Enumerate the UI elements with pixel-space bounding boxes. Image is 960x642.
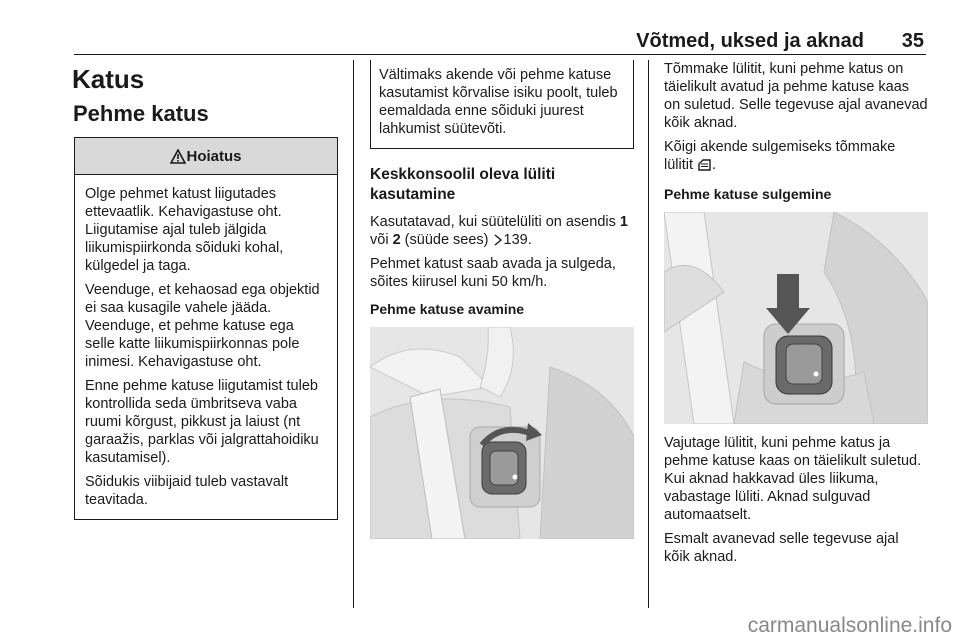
paragraph: Vajutage lülitit, kuni pehme katus ja pehme katuse kaas on täielikult suletud. Kui aknad hakkavad üles liikuma, vabastage lüliti. Aknad sulguvad automaatselt. [664,435,922,523]
paragraph: Tõmmake lülitit, kuni pehme katus on täielikult avatud ja pehme katuse kaas on suletud. Selle tegevuse ajal avanevad kõik aknad. [664,61,928,131]
section-title: Võtmed, uksed ja aknad [636,30,864,52]
warning-paragraph: Veenduge, et kehaosad ega objektid ei saa kusagile vahele jääda. Veenduge, et pehme katuse ega selle katte liikumispiirkonnas pole inimesi. Kehavigastuse oht. [85,282,320,370]
column-divider [353,60,354,608]
column-divider [648,60,649,608]
page-number: 35 [901,30,924,52]
text-run: või [370,232,393,248]
warning-triangle-icon [170,149,186,164]
text-run: Kõigi akende sulgemiseks tõmmake lülitit [664,139,896,173]
warning-label: Hoiatus [186,147,242,165]
paragraph [664,138,928,174]
column-3 [664,60,928,572]
warning-header [75,137,337,175]
page-reference-icon [493,233,504,247]
window-switch-icon [697,158,712,172]
warning-paragraph: Olge pehmet katust liigutades ettevaatlik. Kehavigastuse oht. Liigutamise ajal tuleb jälgida liikumispiirkonda sõiduki kohal, külgedel ja taga. [85,186,284,274]
column-1 [74,60,338,520]
text-run: Kasutatavad, kui süütelüliti on asendis [370,214,620,230]
chapter-title: Katus [72,64,145,94]
page-reference[interactable]: 139. [503,232,532,248]
paragraph: Pehmet katust saab avada ja sulgeda, sõites kiirusel kuni 50 km/h. [370,256,616,290]
position-number: 2 [392,232,401,248]
warning-body [75,175,337,519]
subsection-heading: Keskkonsoolil oleva lüliti kasutamine [370,166,556,203]
warning-box [74,137,338,520]
position-number: 1 [619,214,628,230]
illustration-open-roof [370,327,634,539]
paragraph [370,213,634,249]
text-run: (süüde sees) [400,232,493,248]
note-text: Vältimaks akende või pehme katuse kasutamist kõrvalise isiku poolt, tuleb eemaldada enne sõiduki juurest lahkumist süütevõti. [379,67,618,137]
warning-paragraph: Sõidukis viibijaid tuleb vastavalt teavitada. [85,474,289,508]
column-2 [370,60,634,549]
section-heading: Pehme katus [73,101,209,126]
paragraph: Esmalt avanevad selle tegevuse ajal kõik aknad. [664,531,899,565]
text-run: . [712,157,717,173]
illustration-close-roof [664,212,928,424]
page-header [74,28,926,55]
console-switch-illustration [664,212,928,424]
procedure-heading: Pehme katuse sulgemine [664,186,832,202]
procedure-heading: Pehme katuse avamine [370,301,525,317]
warning-paragraph: Enne pehme katuse liigutamist tuleb kontrollida seda ümbritseva vaba ruumi kõrgust, pikkust ja laiust (nt garaažis, parklas või jalgrattahoidiku kasutamisel). [85,378,319,466]
note-box [370,60,634,149]
console-switch-illustration [370,327,634,539]
watermark: carmanualsonline.info [747,614,952,637]
